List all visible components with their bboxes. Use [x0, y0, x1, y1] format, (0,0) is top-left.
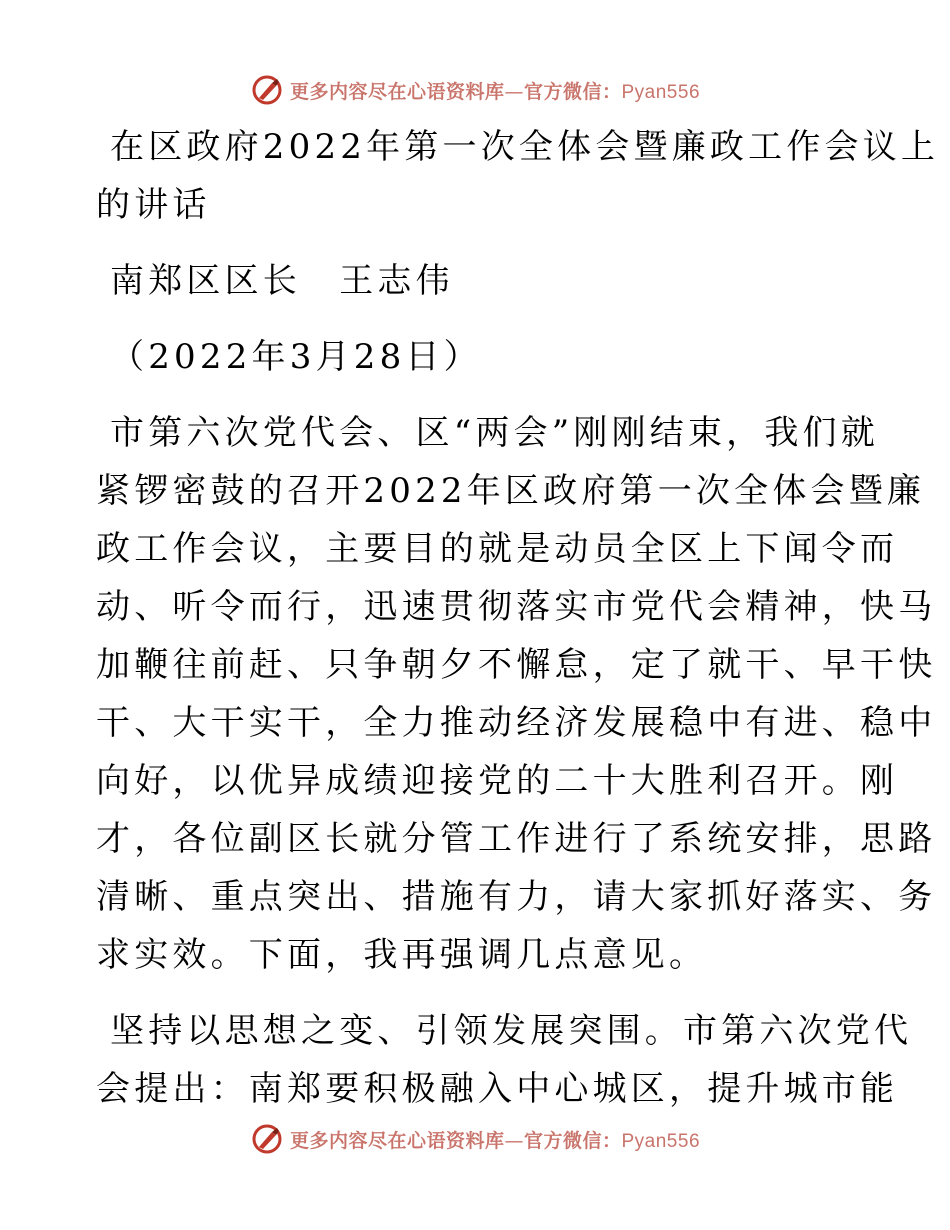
paragraph-1 [96, 404, 937, 984]
watermark-brand: 更多内容尽在心语资料库 [289, 80, 505, 103]
paragraph-line: 政工作会议，主要目的就是动员全区上下闻令而 [96, 529, 899, 569]
watermark-brand: 更多内容尽在心语资料库 [289, 1129, 505, 1152]
paragraph-2 [96, 1002, 913, 1118]
paragraph-line: 坚持以思想之变、引领发展突围。市第六次党代 [110, 1011, 913, 1051]
header-watermark [0, 70, 950, 110]
pen-logo-icon [250, 73, 284, 107]
paragraph-line: 会提出：南郑要积极融入中心城区，提升城市能 [96, 1069, 899, 1109]
paragraph-line: 紧锣密鼓的召开2022年区政府第一次全体会暨廉 [96, 471, 926, 511]
document-body [96, 118, 940, 1118]
paragraph-line: 市第六次党代会、区“两会”刚刚结束，我们就 [110, 413, 879, 453]
pen-logo-icon [250, 1122, 284, 1156]
watermark-dash: — [504, 80, 524, 103]
title-line-2: 的讲话 [96, 185, 211, 225]
watermark-wechat-id: Pyan556 [621, 1130, 701, 1152]
paragraph-line: 干、大干实干，全力推动经济发展稳中有进、稳中 [96, 703, 937, 743]
paragraph-line: 清晰、重点突出、措施有力，请大家抓好落实、务 [96, 877, 937, 917]
watermark-official-label: 官方微信： [523, 1129, 622, 1152]
paragraph-line: 求实效。下面，我再强调几点意见。 [96, 935, 708, 975]
watermark-wechat-id: Pyan556 [621, 81, 701, 103]
paragraph-line: 加鞭往前赶、只争朝夕不懈怠，定了就干、早干快 [96, 645, 937, 685]
title-line-1: 在区政府2022年第一次全体会暨廉政工作会议上 [110, 127, 940, 167]
date-line: （2022年3月28日） [110, 337, 482, 377]
footer-watermark [0, 1119, 950, 1159]
paragraph-line: 动、听令而行，迅速贯彻落实市党代会精神，快马 [96, 587, 937, 627]
speaker-line: 南郑区区长 王志伟 [110, 261, 454, 301]
watermark-official-label: 官方微信： [523, 80, 622, 103]
watermark-dash: — [504, 1129, 524, 1152]
paragraph-line: 向好，以优异成绩迎接党的二十大胜利召开。刚 [96, 761, 899, 801]
paragraph-line: 才，各位副区长就分管工作进行了系统安排，思路 [96, 819, 937, 859]
